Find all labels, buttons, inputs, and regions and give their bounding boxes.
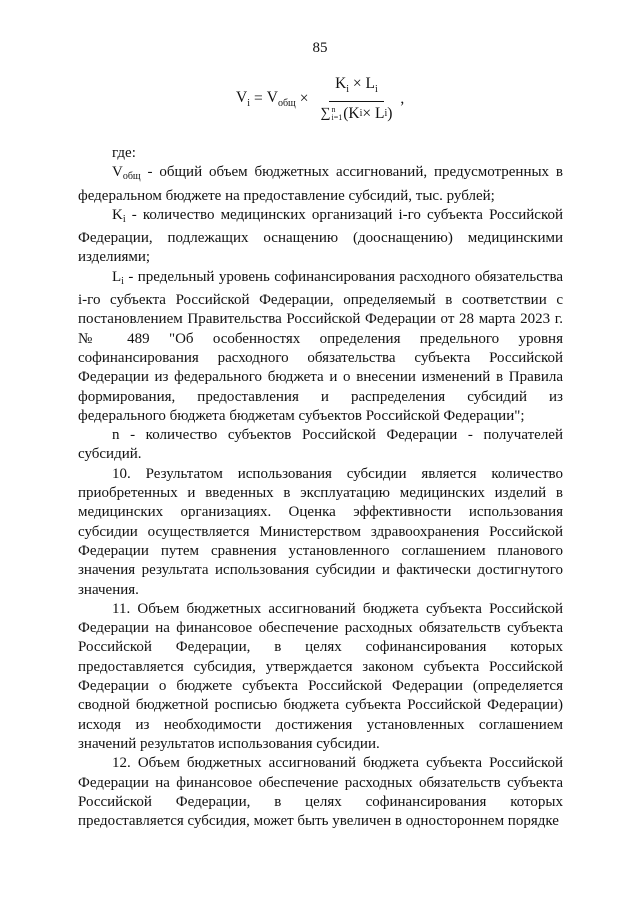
formula-equals: = bbox=[253, 90, 263, 107]
formula-times: × bbox=[299, 90, 309, 107]
paragraph-12: 12. Объем бюджетных ассигнований бюджета субъекта Российской Федерации на финансовое обеспечение расходных обязательств субъекта Российской Федерации, в целях софинансирования которых предоставляется субсидия, может быть увеличен в одностороннем порядке bbox=[78, 755, 563, 830]
definition-v-total: $V_{общ}$ - общий объем бюджетных ассигнований, предусмотренных в федеральном бюджете на предоставление субсидий, тыс. рублей; bbox=[78, 164, 563, 204]
page-number: 85 bbox=[312, 40, 328, 56]
formula-trailing-comma: , bbox=[400, 90, 405, 107]
paragraph-10: 10. Результатом использования субсидии является количество приобретенных и введенных в эксплуатацию медицинских изделий в медицинских организациях. Оценка эффективности использования субсидии осуществляется Министерством здравоохранения Российской Федерации путем сравнения установленного соглашением планового значения результата использования субсидии и фактически достигнутого значения. bbox=[78, 465, 563, 598]
definition-l: $L_i$ - предельный уровень софинансирования расходного обязательства i-го субъекта Российской Федерации, определяемый в соответствии с постановлением Правительства Российской Федерации от 28 марта 2023 г. № 489 "Об особенностях определения предельного уровня софинансирования расходного обязательства субъекта Российской Федерации из федерального бюджета и о внесении изменений в Правила формирования, предоставления и распределения субсидий из федерального бюджета бюджетам субъектов Российской Федерации"; bbox=[78, 268, 563, 424]
formula-numerator: $K_i \times L_i$ bbox=[329, 75, 384, 102]
formula-fraction bbox=[316, 75, 396, 124]
definition-k: $K_i$ - количество медицинских организаций i-го субъекта Российской Федерации, подлежащих оснащению (дооснащению) медицинскими изделиями; bbox=[78, 206, 563, 266]
sum-upper-limit: n bbox=[331, 104, 336, 114]
allocation-formula bbox=[236, 76, 404, 122]
document-body bbox=[78, 144, 563, 831]
formula-denominator: ∑ n i=1 (K i × L i ) bbox=[320, 104, 393, 122]
formula-v-total: $V_{общ}$ bbox=[266, 89, 296, 109]
paragraph-11: 11. Объем бюджетных ассигнований бюджета субъекта Российской Федерации на финансовое обеспечение расходных обязательств субъекта Российской Федерации, в целях софинансирования которых предоставляется субсидия, утверждается законом субъекта Российской Федерации о бюджете субъекта Российской Федерации (определяется сводной бюджетной росписью бюджета субъекта Российской Федерации) исходя из необходимости достижения установленных соглашением значений результатов использования субсидии. bbox=[78, 600, 563, 752]
formula-lhs: $V_i$ bbox=[236, 89, 250, 109]
definition-n: n - количество субъектов Российской Федерации - получателей субсидий. bbox=[78, 427, 563, 463]
sum-lower-limit: i=1 bbox=[331, 112, 343, 122]
sum-symbol: ∑ n i=1 bbox=[320, 104, 343, 122]
where-label: где: bbox=[112, 145, 136, 161]
